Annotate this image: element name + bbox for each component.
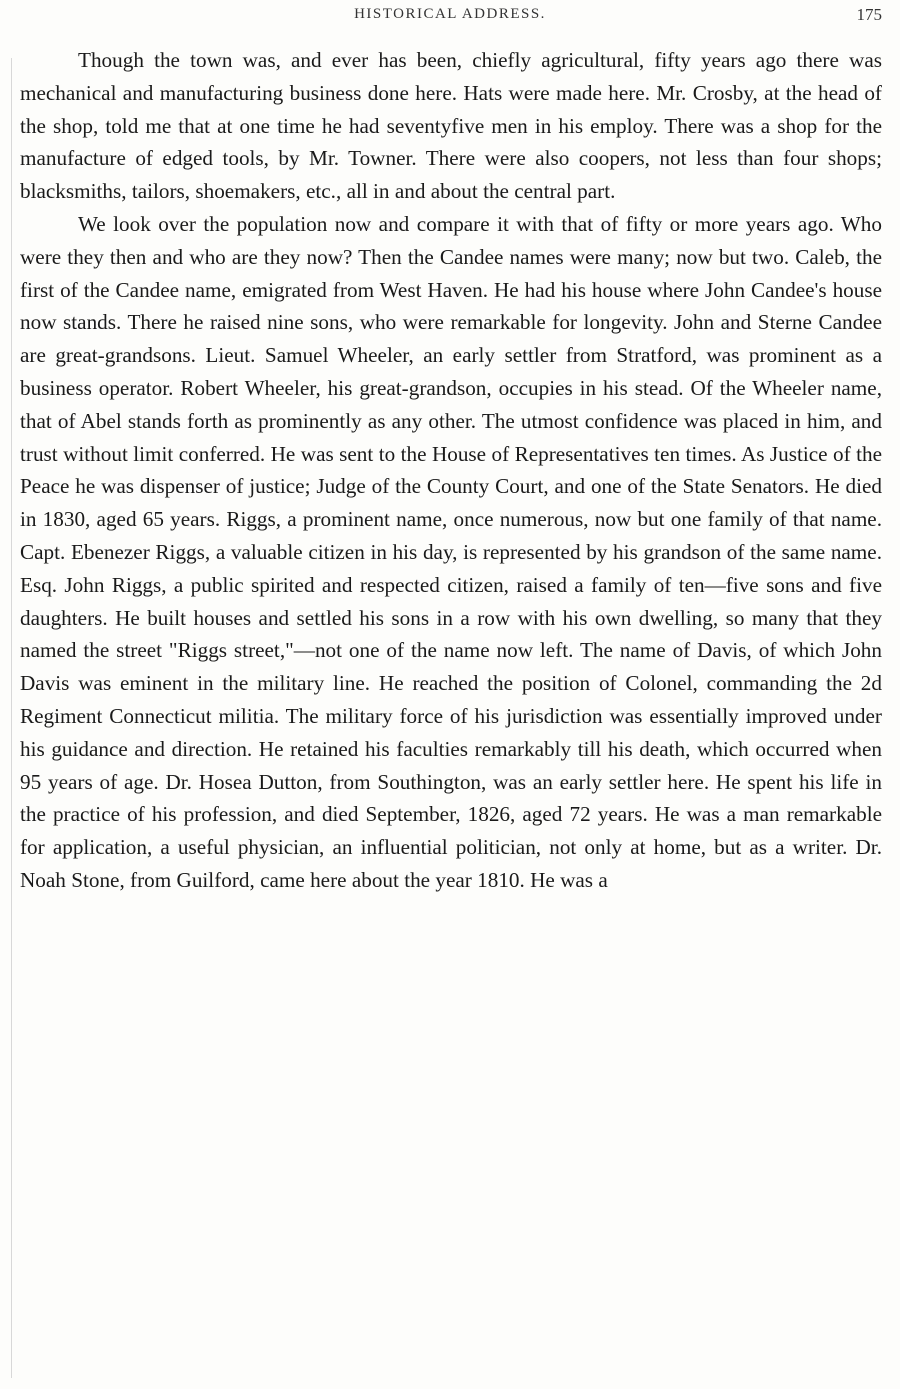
paragraph-2: We look over the population now and compare it with that of fifty or more years ago. Who were they then and who are they now? Then the Candee names were many; now but two. Caleb, the first of the Candee name, emigrated from West Haven. He had his house where John Candee's house now stands. There he raised nine sons, who were remarkable for longevity. John and Sterne Candee are great-grandsons. Lieut. Samuel Wheeler, an early settler from Stratford, was prominent as a business operator. Robert Wheeler, his great-grandson, occupies in his stead. Of the Wheeler name, that of Abel stands forth as prominently as any other. The utmost confidence was placed in him, and trust without limit conferred. He was sent to the House of Representatives ten times. As Justice of the Peace he was dispenser of justice; Judge of the County Court, and one of the State Senators. He died in 1830, aged 65 years. Riggs, a prominent name, once numerous, now but one family of that name. Capt. Ebenezer Riggs, a valuable citizen in his day, is represented by his grandson of the same name. Esq. John Riggs, a public spirited and respected citizen, raised a family of ten—five sons and five daughters. He built houses and settled his sons in a row with his own dwelling, so many that they named the street "Riggs street,"—not one of the name now left. The name of Davis, of which John Davis was eminent in the military line. He reached the position of Colonel, commanding the 2d Regiment Connecticut militia. The military force of his jurisdiction was essentially improved under his guidance and direction. He retained his faculties remarkably till his death, which occurred when 95 years of age. Dr. Hosea Dutton, from Southington, was an early settler here. He spent his life in the practice of his profession, and died September, 1826, aged 72 years. He was a man remarkable for application, a useful physician, an influential politician, not only at home, but as a writer. Dr. Noah Stone, from Guilford, came here about the year 1810. He was a (20, 211, 882, 892)
running-head (18, 6, 882, 32)
gutter-line (11, 58, 12, 1378)
page-number: 175 (856, 5, 882, 24)
paragraph-1: Though the town was, and ever has been, chiefly agricultural, fifty years ago there was mechanical and manufacturing business done here. Hats were made here. Mr. Crosby, at the head of the shop, told me that at one time he had seventyfive men in his employ. There was a shop for the manufacture of edged tools, by Mr. Towner. There were also coopers, not less than four shops; blacksmiths, tailors, shoemakers, etc., all in and about the central part. (20, 48, 882, 204)
body-text (20, 44, 882, 897)
running-head-title: HISTORICAL ADDRESS. (354, 6, 546, 22)
